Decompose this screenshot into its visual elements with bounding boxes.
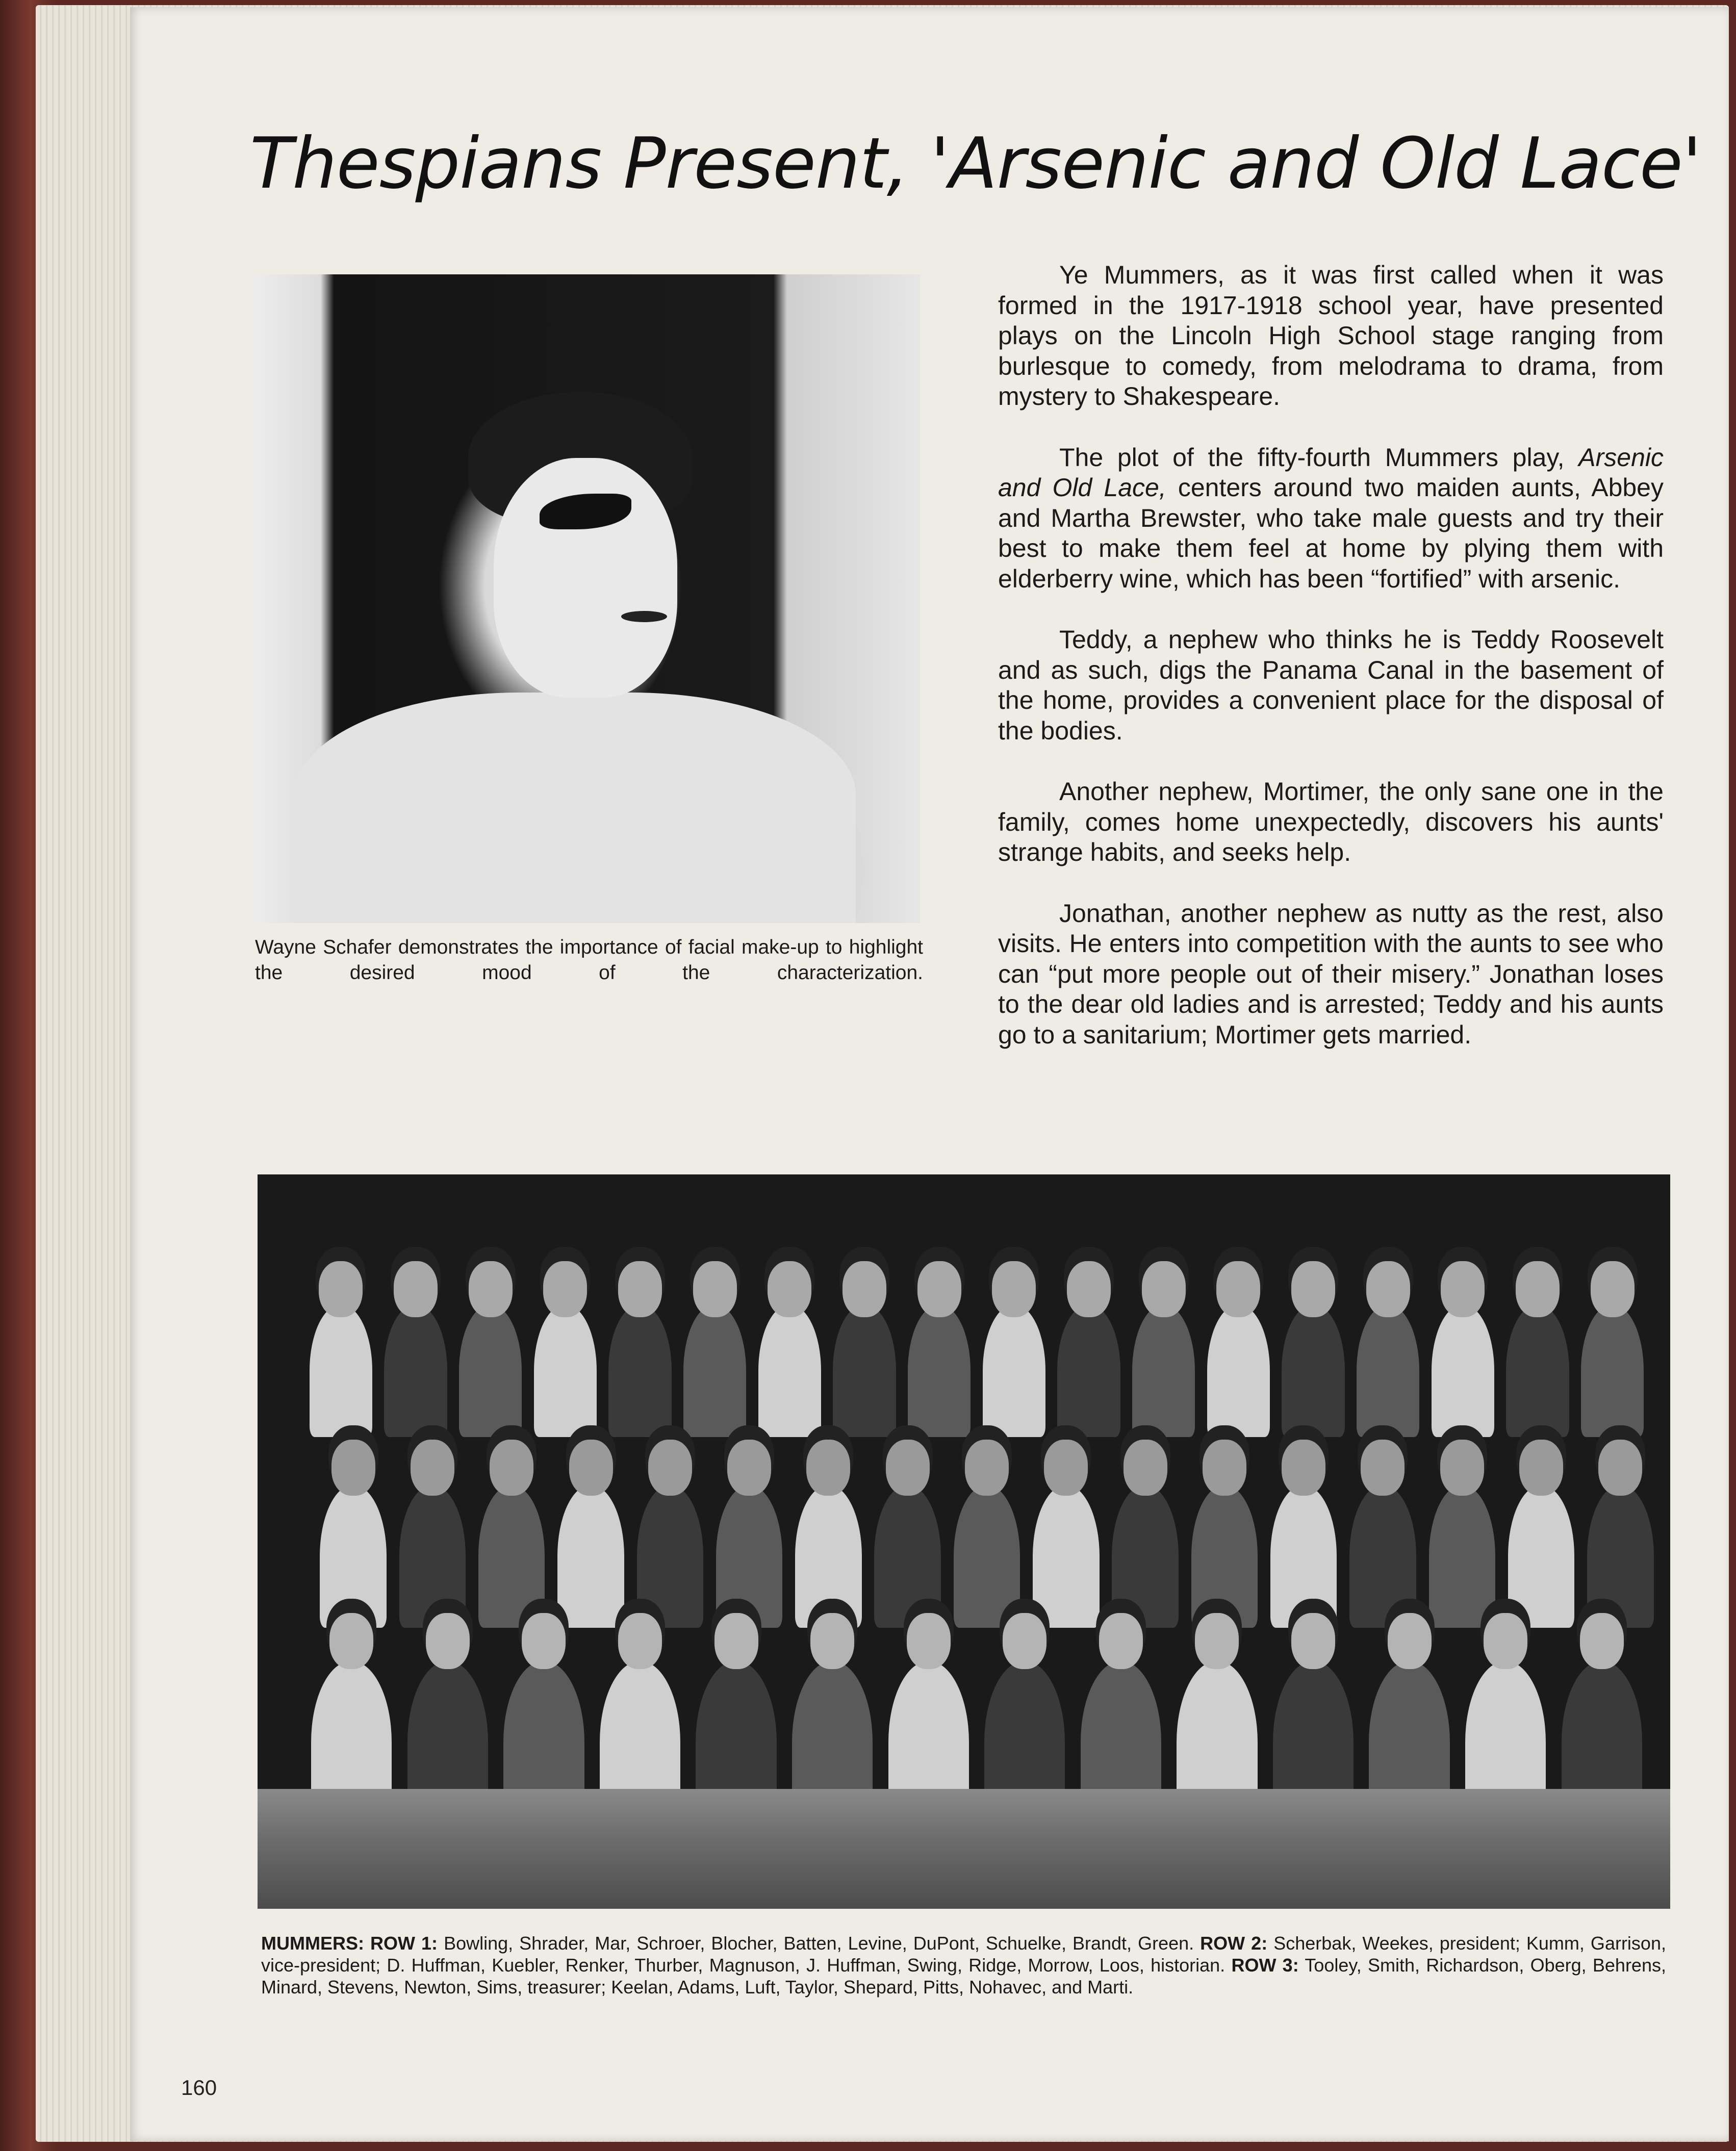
group-member-head bbox=[1291, 1261, 1335, 1317]
group-member-head bbox=[843, 1261, 886, 1317]
group-member-silhouette bbox=[758, 1304, 821, 1437]
group-member-head bbox=[1516, 1261, 1560, 1317]
group-member-head bbox=[1441, 1261, 1485, 1317]
paragraph-plot bbox=[998, 443, 1664, 595]
group-member-silhouette bbox=[1112, 1485, 1178, 1628]
group-caption bbox=[261, 1932, 1666, 1998]
caption-row3-names: Tooley, Smith, Richardson, Oberg, Behrens, Minard, Stevens, Newton, Sims, treasurer; Keelan, Adams, Luft, Taylor, Shepard, Pitts, Nohavec, and Marti. bbox=[261, 1955, 1666, 1998]
group-member-head bbox=[1044, 1440, 1088, 1496]
group-member-silhouette bbox=[833, 1304, 896, 1437]
group-member-head bbox=[618, 1613, 662, 1669]
group-member-silhouette bbox=[1508, 1485, 1574, 1628]
group-member-silhouette bbox=[874, 1485, 940, 1628]
paragraph-history: Ye Mummers, as it was first called when it was formed in the 1917-1918 school year, have presented plays on the Lincoln High School stage ranging from burlesque to comedy, from melodrama to drama, from mystery to Shakespeare. bbox=[998, 261, 1664, 411]
group-member-head bbox=[714, 1613, 758, 1669]
caption-label-row2: ROW 2: bbox=[1200, 1933, 1268, 1954]
page-number: 160 bbox=[181, 2076, 217, 2099]
group-member-head bbox=[768, 1261, 811, 1317]
caption-label-row1: MUMMERS: ROW 1: bbox=[261, 1933, 438, 1954]
group-member-head bbox=[1591, 1261, 1635, 1317]
group-member-head bbox=[1519, 1440, 1563, 1496]
group-member-silhouette bbox=[795, 1485, 861, 1628]
group-member-silhouette bbox=[983, 1304, 1045, 1437]
group-member-silhouette bbox=[320, 1485, 386, 1628]
group-member-head bbox=[648, 1440, 692, 1496]
group-member-silhouette bbox=[954, 1485, 1020, 1628]
group-member-head bbox=[806, 1440, 850, 1496]
group-member-silhouette bbox=[1033, 1485, 1099, 1628]
group-member-head bbox=[907, 1613, 951, 1669]
paragraph-mortimer: Another nephew, Mortimer, the only sane one in the family, comes home unexpectedly, discovers his aunts' strange habits, and seeks help. bbox=[998, 777, 1664, 866]
group-member-head bbox=[1195, 1613, 1239, 1669]
group-member-head bbox=[411, 1440, 454, 1496]
group-member-head bbox=[1366, 1261, 1410, 1317]
group-member-head bbox=[331, 1440, 375, 1496]
group-member-silhouette bbox=[1191, 1485, 1258, 1628]
group-member-head bbox=[1142, 1261, 1186, 1317]
group-member-head bbox=[618, 1261, 662, 1317]
group-member-head bbox=[1580, 1613, 1624, 1669]
group-member-head bbox=[1203, 1440, 1246, 1496]
group-member-head bbox=[329, 1613, 373, 1669]
page-title: Thespians Present, 'Arsenic and Old Lace' bbox=[250, 122, 1701, 204]
group-member-silhouette bbox=[1270, 1485, 1337, 1628]
group-member-silhouette bbox=[534, 1304, 597, 1437]
group-member-head bbox=[1282, 1440, 1325, 1496]
group-member-head bbox=[1067, 1261, 1111, 1317]
group-member-head bbox=[693, 1261, 737, 1317]
article-body bbox=[998, 260, 1664, 1050]
group-member-silhouette bbox=[637, 1485, 703, 1628]
group-member-silhouette bbox=[557, 1485, 624, 1628]
group-member-silhouette bbox=[1506, 1304, 1569, 1437]
group-member-silhouette bbox=[399, 1485, 466, 1628]
group-member-silhouette bbox=[1587, 1485, 1653, 1628]
play-title: Arsenic and Old Lace, bbox=[998, 443, 1664, 502]
caption-row2-names: Scherbak, Weekes, president; Kumm, Garrison, vice-president; D. Huffman, Kuebler, Renker, Thurber, Magnuson, J. Huffman, Swing, Ridge, Morrow, Loos, historian. bbox=[261, 1933, 1666, 1976]
group-member-head bbox=[886, 1440, 930, 1496]
group-member-head bbox=[1598, 1440, 1642, 1496]
group-member-head bbox=[469, 1261, 513, 1317]
group-member-head bbox=[426, 1613, 470, 1669]
group-member-head bbox=[1099, 1613, 1143, 1669]
group-photo bbox=[258, 1174, 1670, 1909]
paragraph-teddy: Teddy, a nephew who thinks he is Teddy Roosevelt and as such, digs the Panama Canal in the basement of the home, provides a convenient place for the disposal of the bodies. bbox=[998, 625, 1664, 745]
group-member-head bbox=[992, 1261, 1036, 1317]
photo-mouth bbox=[621, 611, 667, 622]
group-member-silhouette bbox=[478, 1485, 545, 1628]
group-member-silhouette bbox=[310, 1304, 372, 1437]
group-member-head bbox=[1484, 1613, 1527, 1669]
group-member-silhouette bbox=[608, 1304, 671, 1437]
group-member-head bbox=[965, 1440, 1009, 1496]
plot-lead: The plot of the fifty-fourth Mummers play, bbox=[1059, 443, 1565, 472]
group-member-head bbox=[810, 1613, 854, 1669]
group-member-silhouette bbox=[1057, 1304, 1120, 1437]
group-member-head bbox=[917, 1261, 961, 1317]
plot-rest: centers around two maiden aunts, Abbey and Martha Brewster, who take male guests and try their best to make them feel at home by plying them with elderberry wine, which has been “fortified” with arsenic. bbox=[998, 473, 1664, 593]
group-member-silhouette bbox=[716, 1485, 782, 1628]
group-member-head bbox=[727, 1440, 771, 1496]
paragraph-jonathan: Jonathan, another nephew as nutty as the rest, also visits. He enters into competition with the aunts to see who can “put more people out of their misery.” Jonathan loses to the dear old ladies and is arrested; Teddy and his aunts go to a sanitarium; Mortimer gets married. bbox=[998, 899, 1664, 1049]
group-member-head bbox=[1361, 1440, 1405, 1496]
group-member-silhouette bbox=[1357, 1304, 1419, 1437]
makeup-portrait-photo bbox=[254, 274, 920, 923]
group-member-head bbox=[1003, 1613, 1046, 1669]
group-member-silhouette bbox=[1429, 1485, 1495, 1628]
group-member-silhouette bbox=[1207, 1304, 1270, 1437]
group-member-silhouette bbox=[1432, 1304, 1494, 1437]
group-member-head bbox=[1440, 1440, 1484, 1496]
caption-row1-names: Bowling, Shrader, Mar, Schroer, Blocher, Batten, Levine, DuPont, Schuelke, Brandt, Green. bbox=[444, 1933, 1194, 1954]
group-member-silhouette bbox=[1349, 1485, 1416, 1628]
caption-label-row3: ROW 3: bbox=[1231, 1955, 1299, 1976]
group-member-head bbox=[1291, 1613, 1335, 1669]
group-member-head bbox=[522, 1613, 566, 1669]
group-member-head bbox=[1388, 1613, 1432, 1669]
group-member-head bbox=[319, 1261, 363, 1317]
group-member-silhouette bbox=[459, 1304, 522, 1437]
group-member-head bbox=[394, 1261, 438, 1317]
group-member-silhouette bbox=[1132, 1304, 1195, 1437]
portrait-caption: Wayne Schafer demonstrates the importance of facial make-up to highlight the desired mood of the characterization. bbox=[255, 936, 923, 984]
group-member-head bbox=[543, 1261, 587, 1317]
group-member-head bbox=[490, 1440, 533, 1496]
stage-railing bbox=[258, 1789, 1670, 1909]
group-member-silhouette bbox=[908, 1304, 971, 1437]
group-member-head bbox=[1124, 1440, 1167, 1496]
group-member-silhouette bbox=[683, 1304, 746, 1437]
group-member-head bbox=[569, 1440, 613, 1496]
group-member-head bbox=[1216, 1261, 1260, 1317]
photo-shirt bbox=[295, 693, 856, 923]
group-member-silhouette bbox=[384, 1304, 447, 1437]
group-member-silhouette bbox=[1282, 1304, 1344, 1437]
group-member-silhouette bbox=[1581, 1304, 1644, 1437]
